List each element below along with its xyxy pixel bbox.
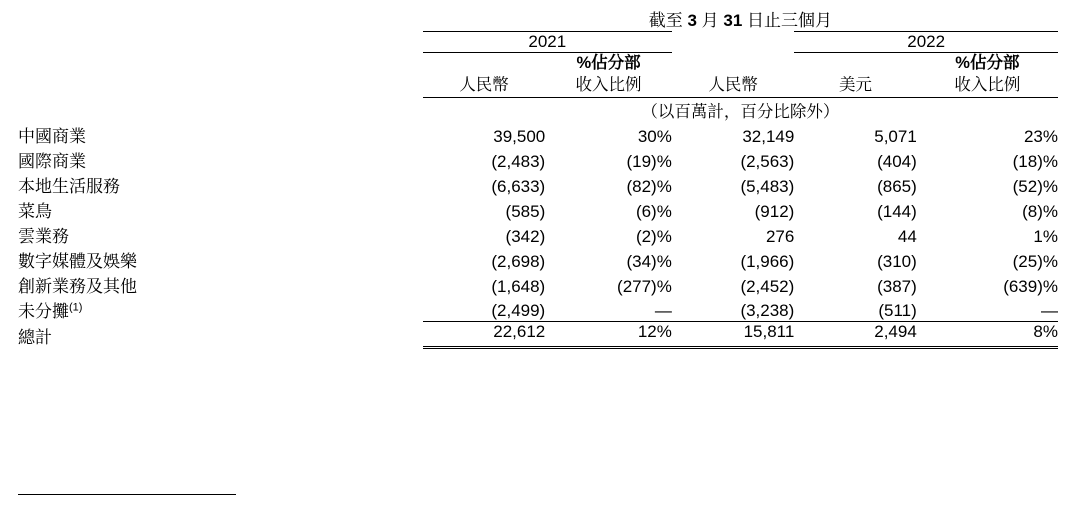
cell-pct2021: (82)% [626,176,672,196]
cell-pct2021: (34)% [626,251,672,271]
cell-rmb2021: (1,648) [491,276,546,296]
cell-rmb2022: (3,238) [672,297,794,322]
cell-pct2021: 30% [637,126,672,146]
segment-results-table [18,6,1058,349]
column-header-row [18,53,1058,98]
row-label: 國際商業 [18,151,86,171]
cell-rmb2021: (342) [505,226,546,246]
cell-usd2022: (865) [877,176,917,196]
period-header-row [18,6,1058,32]
year-2021-header: 2021 [423,32,672,53]
cell-rmb2021: (585) [505,201,546,221]
header-pct-2021-line1: %佔分部 [576,54,641,72]
row-label: 雲業務 [18,226,69,246]
total-cell-pct2022: 8% [917,322,1058,348]
header-pct-2021-line2: 收入比例 [575,75,642,94]
total-row [18,322,1058,348]
cell-rmb2021: 39,500 [493,126,546,146]
cell-pct2022: 23% [1023,126,1058,146]
header-pct-2022 [917,53,1058,98]
cell-pct2022: (8)% [1022,201,1058,221]
period-day-number: 31 [723,11,743,30]
cell-pct2021: — [545,297,672,322]
financial-table-page [0,6,1080,509]
cell-rmb2022: 32,149 [742,126,795,146]
cell-pct2021: (19)% [626,151,672,171]
cell-rmb2022: (5,483) [740,176,795,196]
row-label: 未分攤$^{(1)}$ [18,300,83,321]
total-cell-pct2021: 12% [545,322,672,348]
cell-rmb2022: (2,563) [740,151,795,171]
cell-rmb2021: (6,633) [491,176,546,196]
cell-rmb2022: 276 [765,226,795,246]
total-cell-rmb2021: 22,612 [423,322,545,348]
table-row [18,147,1058,172]
column-gap [672,32,794,53]
row-label: 中國商業 [18,126,86,146]
cell-pct2021: (277)% [617,276,672,296]
cell-rmb2022: (2,452) [740,276,795,296]
header-rmb-2021: 人民幣 [459,75,509,94]
row-label: 數字媒體及娛樂 [18,251,137,271]
header-pct-2021 [545,53,672,98]
table-row [18,172,1058,197]
cell-pct2022: — [917,297,1058,322]
period-month-unit: 月 [701,11,719,30]
cell-usd2022: (387) [877,276,917,296]
period-prefix: 截至 [648,11,683,30]
cell-usd2022: (310) [877,251,917,271]
cell-pct2022: (18)% [1012,151,1058,171]
header-pct-2022-line2: 收入比例 [954,75,1021,94]
cell-rmb2021: (2,483) [491,151,546,171]
table-row [18,197,1058,222]
header-pct-2022-line1: %佔分部 [955,54,1020,72]
cell-rmb2022: (1,966) [740,251,795,271]
cell-rmb2022: (912) [754,201,795,221]
cell-rmb2021: (2,499) [423,297,545,322]
unit-note: （以百萬計，百分比除外） [641,102,840,121]
cell-usd2022: 44 [897,226,917,246]
table-row [18,297,1058,322]
cell-usd2022: 5,071 [874,126,917,146]
spacer-cell [18,98,423,122]
cell-usd2022: (511) [794,297,916,322]
cell-pct2022: 1% [1033,226,1058,246]
cell-pct2021: (2)% [635,226,672,246]
row-label: 本地生活服務 [18,176,120,196]
footnote-marker: (1) [69,300,83,313]
cell-pct2022: (639)% [1003,276,1058,296]
period-month-number: 3 [687,11,697,30]
year-2022-header: 2022 [794,32,1058,53]
cell-usd2022: (144) [877,201,917,221]
cell-pct2022: (52)% [1012,176,1058,196]
spacer-cell [18,6,423,32]
cell-pct2021: (6)% [635,201,672,221]
cell-pct2022: (25)% [1012,251,1058,271]
total-label: 總計 [18,327,52,347]
table-row [18,222,1058,247]
period-suffix: 日止三個月 [747,11,833,30]
spacer-cell [18,32,423,53]
table-row [18,122,1058,147]
table-row [18,247,1058,272]
header-usd-2022: 美元 [839,75,873,94]
period-header [423,6,1058,32]
total-cell-rmb2022: 15,811 [672,322,794,348]
row-label: 創新業務及其他 [18,276,137,296]
spacer-cell [18,53,423,98]
footnote-rule [18,494,236,495]
table-row [18,272,1058,297]
year-header-row [18,32,1058,53]
row-label: 菜鳥 [18,201,52,221]
cell-usd2022: (404) [877,151,917,171]
cell-rmb2021: (2,698) [491,251,546,271]
total-cell-usd2022: 2,494 [794,322,916,348]
header-rmb-2022: 人民幣 [708,75,758,94]
unit-note-row [18,98,1058,122]
